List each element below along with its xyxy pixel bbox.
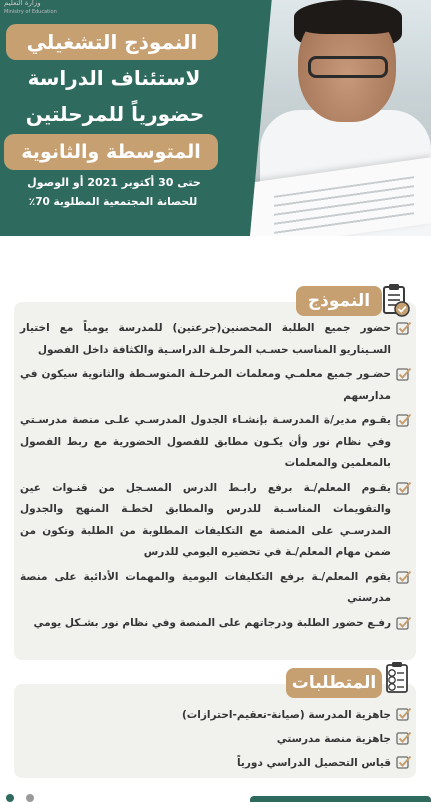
ministry-logo-text: وزارة التعليم — [4, 0, 41, 7]
check-icon — [396, 706, 412, 722]
list-item-text: جاهزية المدرسة (صيانة-تعقيم-احترازات) — [181, 709, 391, 721]
hero-title-line-3: حضورياً للمرحلتين — [25, 102, 205, 126]
hero-banner — [0, 0, 431, 236]
list-item-text: قياس التحصيل الدراسي دورياً — [236, 757, 391, 769]
check-icon — [396, 366, 412, 382]
check-icon — [396, 320, 412, 336]
hero-stages-pill: المتوسطة والثانوية — [4, 134, 218, 170]
list-item-text: حضور جميع الطلبة المحصنين(جرعتين) للمدرسة يومياً مع اختيار السـيناريو المناسب حسـب المرحلـة الدراسـية والكثافة داخل الفصول — [20, 322, 391, 356]
clipboard-check-icon — [378, 282, 412, 318]
check-icon — [396, 412, 412, 428]
check-icon — [396, 730, 412, 746]
list-item — [20, 364, 412, 407]
check-icon — [396, 480, 412, 496]
list-item-text: جاهزية منصة مدرستي — [276, 733, 391, 745]
requirements-list — [20, 704, 412, 776]
model-section-title: النموذج — [296, 286, 382, 316]
check-icon — [396, 569, 412, 585]
list-item — [20, 613, 412, 635]
list-item — [20, 752, 412, 774]
model-list — [20, 318, 412, 637]
list-item — [20, 410, 412, 475]
list-item-text: يقوم المعلم/ـة برفع التكليفات اليومية والمهمات الأدائية على منصة مدرستي — [20, 570, 391, 604]
requirements-section-title: المتطلبات — [286, 668, 382, 698]
footer-bar — [250, 796, 431, 802]
social-icon — [26, 794, 36, 802]
social-icon — [6, 794, 16, 802]
list-item — [20, 728, 412, 750]
hero-title-line-2: لاستئناف الدراسة — [27, 66, 201, 90]
numbered-list-icon — [380, 660, 414, 696]
ministry-logo-text-en: Ministry of Education — [4, 9, 57, 15]
list-item-text: يقـوم المعلم/ـة برفع رابـط الدرس المسـجل من قنـوات عين والتقويمات المناسـبة للدرس والمطابق لخطـة المنهج والجدول المدرسـي على المنصة مع التكليفات المطلوبة من الطلبة وتكون من ضمن مهام المعلم/ـة في تحضيره اليومي للدرس — [20, 481, 391, 558]
list-item-text: حضـور جميع معلمـي ومعلمات المرحلـة المتوسـطة والثانوية سيكون في مدارسهم — [20, 368, 391, 402]
hero-title-pill: النموذج التشغيلي — [6, 24, 218, 60]
list-item-text: رفـع حضور الطلبة ودرجاتهم على المنصة وفي نظام نور بشـكل يومي — [33, 616, 391, 629]
student-photo — [250, 0, 431, 236]
list-item — [20, 567, 412, 610]
list-item — [20, 318, 412, 361]
list-item-text: يقـوم مدير/ة المدرسـة بإنشـاء الجدول المدرسـي علـى منصة مدرسـتي وفي نظام نور وأن يكـون مطابق للفصول الحضورية مع ربط الفصول بالمعلمين والمعلمات — [20, 414, 391, 469]
footer-social — [6, 794, 36, 802]
list-item — [20, 478, 412, 564]
check-icon — [396, 754, 412, 770]
hero-immunity-line: للحصانة المجتمعية المطلوبة 70٪ — [28, 196, 198, 208]
check-icon — [396, 615, 412, 631]
hero-date-line: حتى 30 أكتوبر 2021 أو الوصول — [27, 176, 201, 189]
list-item — [20, 704, 412, 726]
